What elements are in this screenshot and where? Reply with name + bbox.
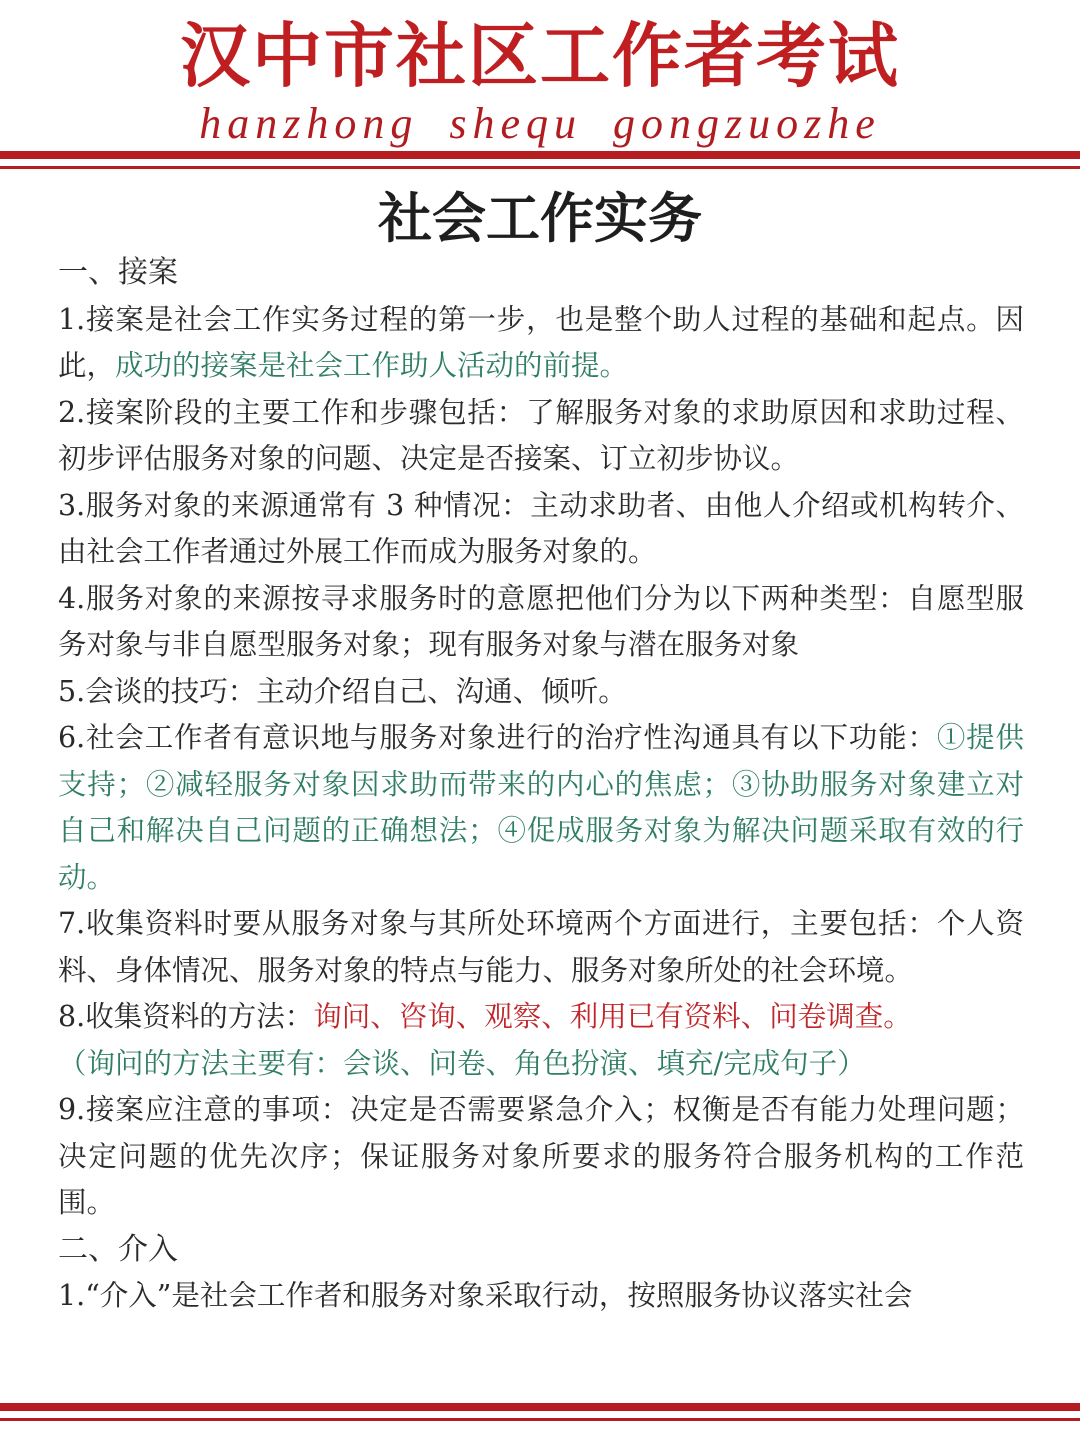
paragraph-intervention-1: 1.“介入”是社会工作者和服务对象采取行动，按照服务协议落实社会 bbox=[58, 1279, 913, 1312]
paragraph-8-red: 询问、咨询、观察、利用已有资料、问卷调查。 bbox=[313, 1000, 912, 1033]
header-divider-thin bbox=[0, 166, 1080, 169]
header-divider-thick bbox=[0, 151, 1080, 159]
paragraph-8 bbox=[58, 994, 1024, 1087]
page-title: 社会工作实务 bbox=[378, 186, 702, 250]
paragraph-6-text: 6.社会工作者有意识地与服务对象进行的治疗性沟通具有以下功能： bbox=[58, 721, 937, 754]
footer-divider-thin bbox=[0, 1418, 1080, 1421]
paragraph-1 bbox=[58, 297, 1024, 390]
paragraph-6-highlight: ①提供支持；②减轻服务对象因求助而带来的内心的焦虑；③协助服务对象建立对自己和解决自己问题的正确想法；④促成服务对象为解决问题采取有效的行动。 bbox=[58, 721, 1024, 894]
paragraph-3: 3.服务对象的来源通常有 3 种情况：主动求助者、由他人介绍或机构转介、由社会工作者通过外展工作而成为服务对象的。 bbox=[58, 488, 1024, 568]
header-subtitle: hanzhong shequ gongzuozhe bbox=[199, 99, 881, 148]
section-heading-intake: 一、接案 bbox=[58, 255, 178, 290]
paragraph-6 bbox=[58, 715, 1024, 901]
paragraph-8-green: （询问的方法主要有：会谈、问卷、角色扮演、填充/完成句子） bbox=[58, 1046, 866, 1080]
paragraph-5: 5.会谈的技巧：主动介绍自己、沟通、倾听。 bbox=[58, 674, 627, 708]
paragraph-9: 9.接案应注意的事项：决定是否需要紧急介入；权衡是否有能力处理问题；决定问题的优先次序；保证服务对象所要求的服务符合服务机构的工作范围。 bbox=[58, 1093, 1024, 1219]
paragraph-8-text: 8.收集资料的方法： bbox=[58, 1000, 314, 1033]
header-title: 汉中市社区工作者考试 bbox=[180, 14, 900, 97]
paragraph-1-highlight: 成功的接案是社会工作助人活动的前提。 bbox=[115, 349, 629, 382]
paragraph-2: 2.接案阶段的主要工作和步骤包括：了解服务对象的求助原因和求助过程、初步评估服务对象的问题、决定是否接案、订立初步协议。 bbox=[58, 395, 1024, 475]
footer-divider-thick bbox=[0, 1403, 1080, 1411]
section-heading-intervention: 二、介入 bbox=[58, 1231, 178, 1267]
paragraph-7: 7.收集资料时要从服务对象与其所处环境两个方面进行，主要包括：个人资料、身体情况、服务对象的特点与能力、服务对象所处的社会环境。 bbox=[58, 907, 1024, 987]
paragraph-1-text: 1.接案是社会工作实务过程的第一步，也是整个助人过程的基础和起点。因此， bbox=[58, 302, 1024, 382]
article-body bbox=[58, 250, 1024, 1320]
paragraph-4: 4.服务对象的来源按寻求服务时的意愿把他们分为以下两种类型：自愿型服务对象与非自愿型服务对象；现有服务对象与潜在服务对象 bbox=[58, 581, 1024, 661]
